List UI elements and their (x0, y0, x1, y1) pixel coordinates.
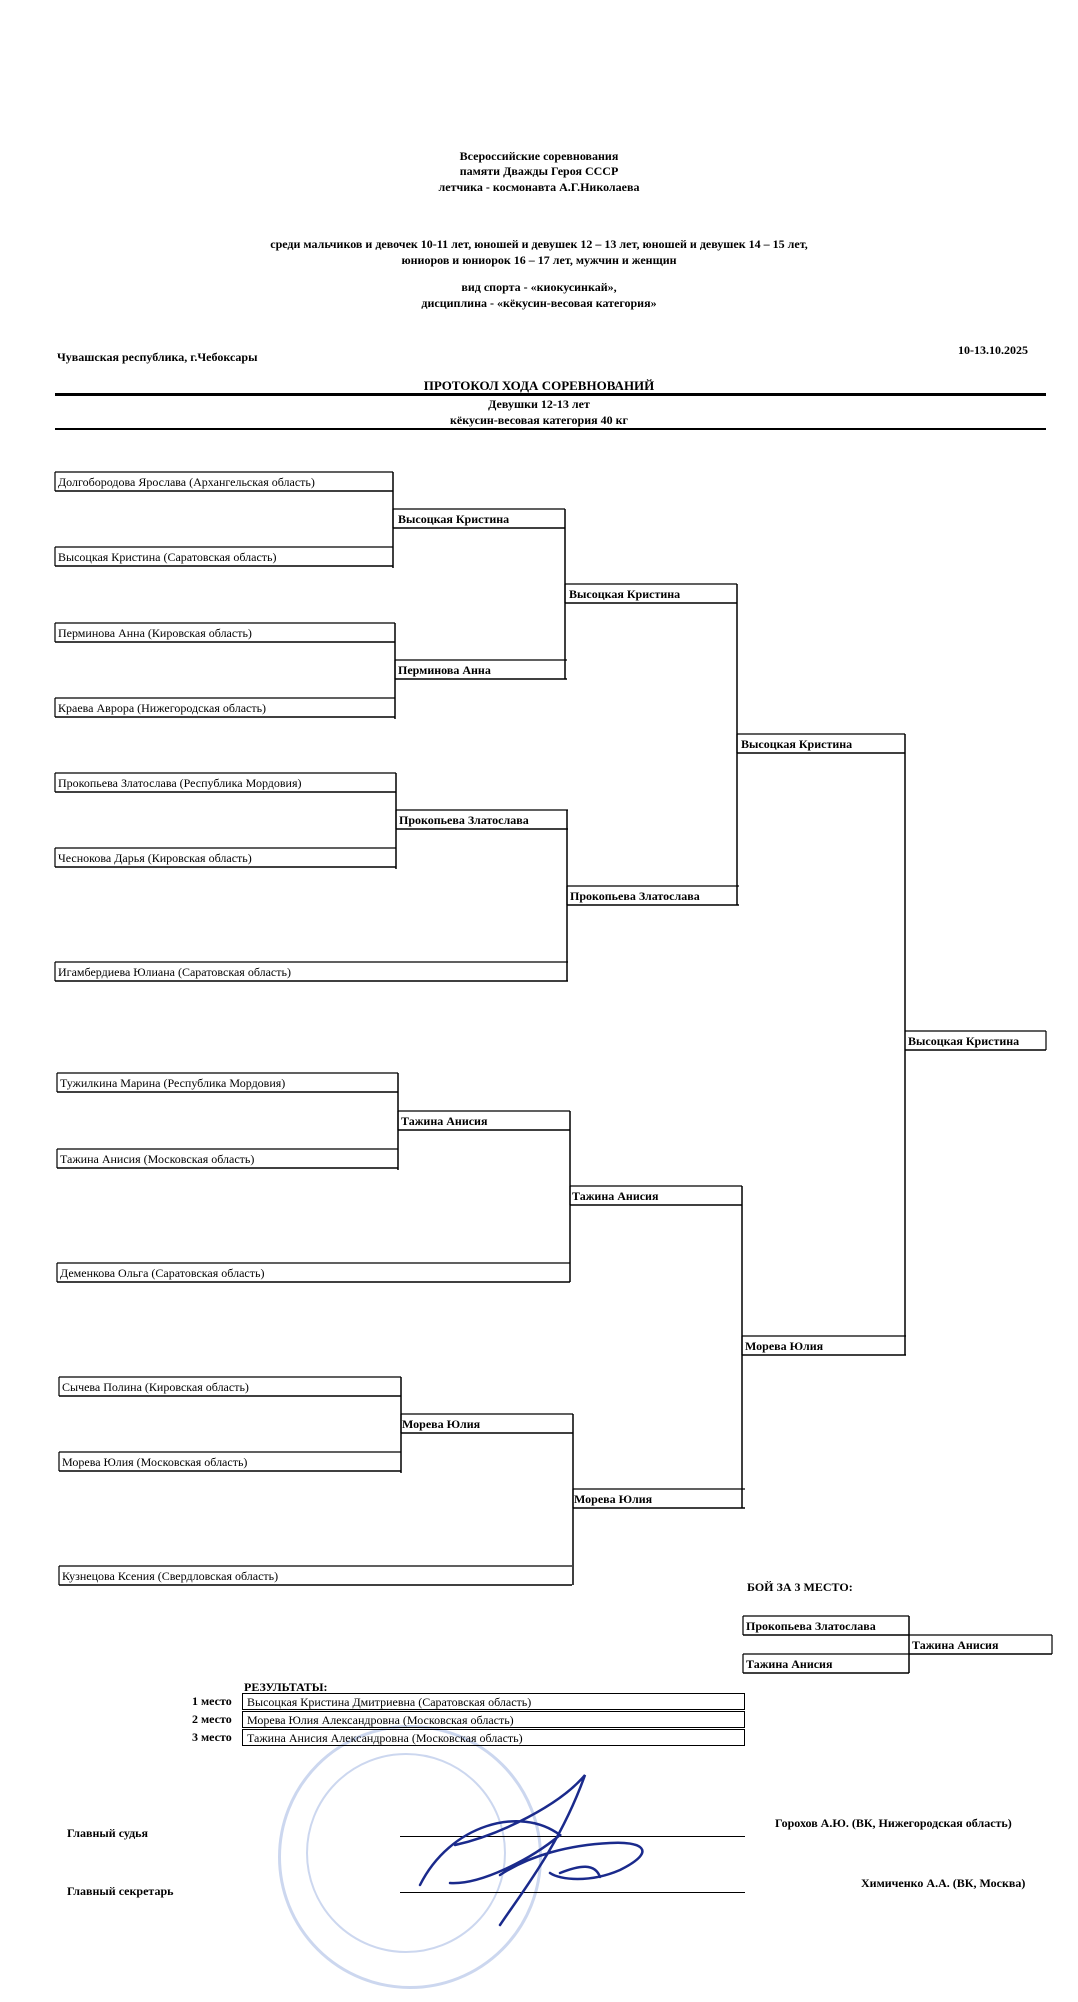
third-place-fighter: Тажина Анисия (746, 1657, 833, 1671)
third-place-title: БОЙ ЗА 3 МЕСТО: (747, 1580, 853, 1594)
location: Чувашская республика, г.Чебоксары (57, 350, 258, 364)
r1-entry: Тужилкина Марина (Республика Мордовия) (60, 1076, 286, 1090)
protocol-title: ПРОТОКОЛ ХОДА СОРЕВНОВАНИЙ (423, 378, 655, 393)
r1-entry: Перминова Анна (Кировская область) (58, 626, 252, 640)
r1-entry: Кузнецова Ксения (Свердловская область) (62, 1569, 279, 1583)
result-name: Морева Юлия Александровна (Московская область) (242, 1711, 745, 1728)
r1-entry: Высоцкая Кристина (Саратовская область) (58, 550, 277, 564)
r1-entry: Игамбердиева Юлиана (Саратовская область) (58, 965, 291, 979)
r2-winner: Высоцкая Кристина (398, 512, 510, 526)
chief-secretary-label: Главный секретарь (67, 1884, 174, 1898)
r1-entry: Деменкова Ольга (Саратовская область) (60, 1266, 265, 1280)
r2-winner: Перминова Анна (398, 663, 491, 677)
r2-winner: Морева Юлия (402, 1417, 481, 1431)
participants-line-1: среди мальчиков и девочек 10-11 лет, юношей и девушек 12 – 13 лет, юношей и девушек 14 – 15 лет, (270, 237, 808, 251)
category-age: Девушки 12-13 лет (488, 397, 590, 411)
r2-winner: Прокопьева Златослава (399, 813, 529, 827)
r1-entry: Краева Аврора (Нижегородская область) (58, 701, 267, 715)
r1-entry: Чеснокова Дарья (Кировская область) (58, 851, 252, 865)
result-place: 1 место (192, 1694, 232, 1708)
category-weight: кёкусин-весовая категория 40 кг (450, 413, 628, 427)
results-title: РЕЗУЛЬТАТЫ: (244, 1680, 328, 1694)
r1-entry: Морева Юлия (Московская область) (62, 1455, 248, 1469)
r1-entry: Долгобородова Ярослава (Архангельская область) (58, 475, 315, 489)
title-line-1: Всероссийские соревнования (459, 149, 619, 163)
r3-winner: Высоцкая Кристина (569, 587, 681, 601)
third-place-fighter: Прокопьева Златослава (746, 1619, 876, 1633)
r3-winner: Тажина Анисия (572, 1189, 659, 1203)
r3-winner: Морева Юлия (574, 1492, 653, 1506)
title-line-3: летчика - космонавта А.Г.Николаева (438, 180, 640, 194)
r2-winner: Тажина Анисия (401, 1114, 488, 1128)
r1-entry: Тажина Анисия (Московская область) (60, 1152, 255, 1166)
chief-judge-label: Главный судья (67, 1826, 149, 1840)
participants-line-2: юниоров и юниорок 16 – 17 лет, мужчин и женщин (401, 253, 677, 267)
chief-secretary-name: Химиченко А.А. (ВК, Москва) (861, 1876, 1026, 1890)
result-place: 3 место (192, 1730, 232, 1744)
dates: 10-13.10.2025 (958, 343, 1028, 357)
third-place-winner: Тажина Анисия (912, 1638, 999, 1652)
r1-entry: Прокопьева Златослава (Республика Мордовия) (58, 776, 302, 790)
title-line-2: памяти Дважды Героя СССР (459, 164, 619, 178)
final-winner: Высоцкая Кристина (908, 1034, 1020, 1048)
result-place: 2 место (192, 1712, 232, 1726)
chief-judge-name: Горохов А.Ю. (ВК, Нижегородская область) (775, 1816, 1012, 1830)
result-name: Высоцкая Кристина Дмитриевна (Саратовская область) (242, 1693, 745, 1710)
discipline-line: дисциплина - «кёкусин-весовая категория» (421, 296, 657, 310)
r4-winner: Морева Юлия (745, 1339, 824, 1353)
r4-winner: Высоцкая Кристина (741, 737, 853, 751)
r3-winner: Прокопьева Златослава (570, 889, 700, 903)
r1-entry: Сычева Полина (Кировская область) (62, 1380, 249, 1394)
sport-line: вид спорта - «киокусинкай», (461, 280, 617, 294)
signature (410, 1765, 670, 1935)
result-name: Тажина Анисия Александровна (Московская область) (242, 1729, 745, 1746)
